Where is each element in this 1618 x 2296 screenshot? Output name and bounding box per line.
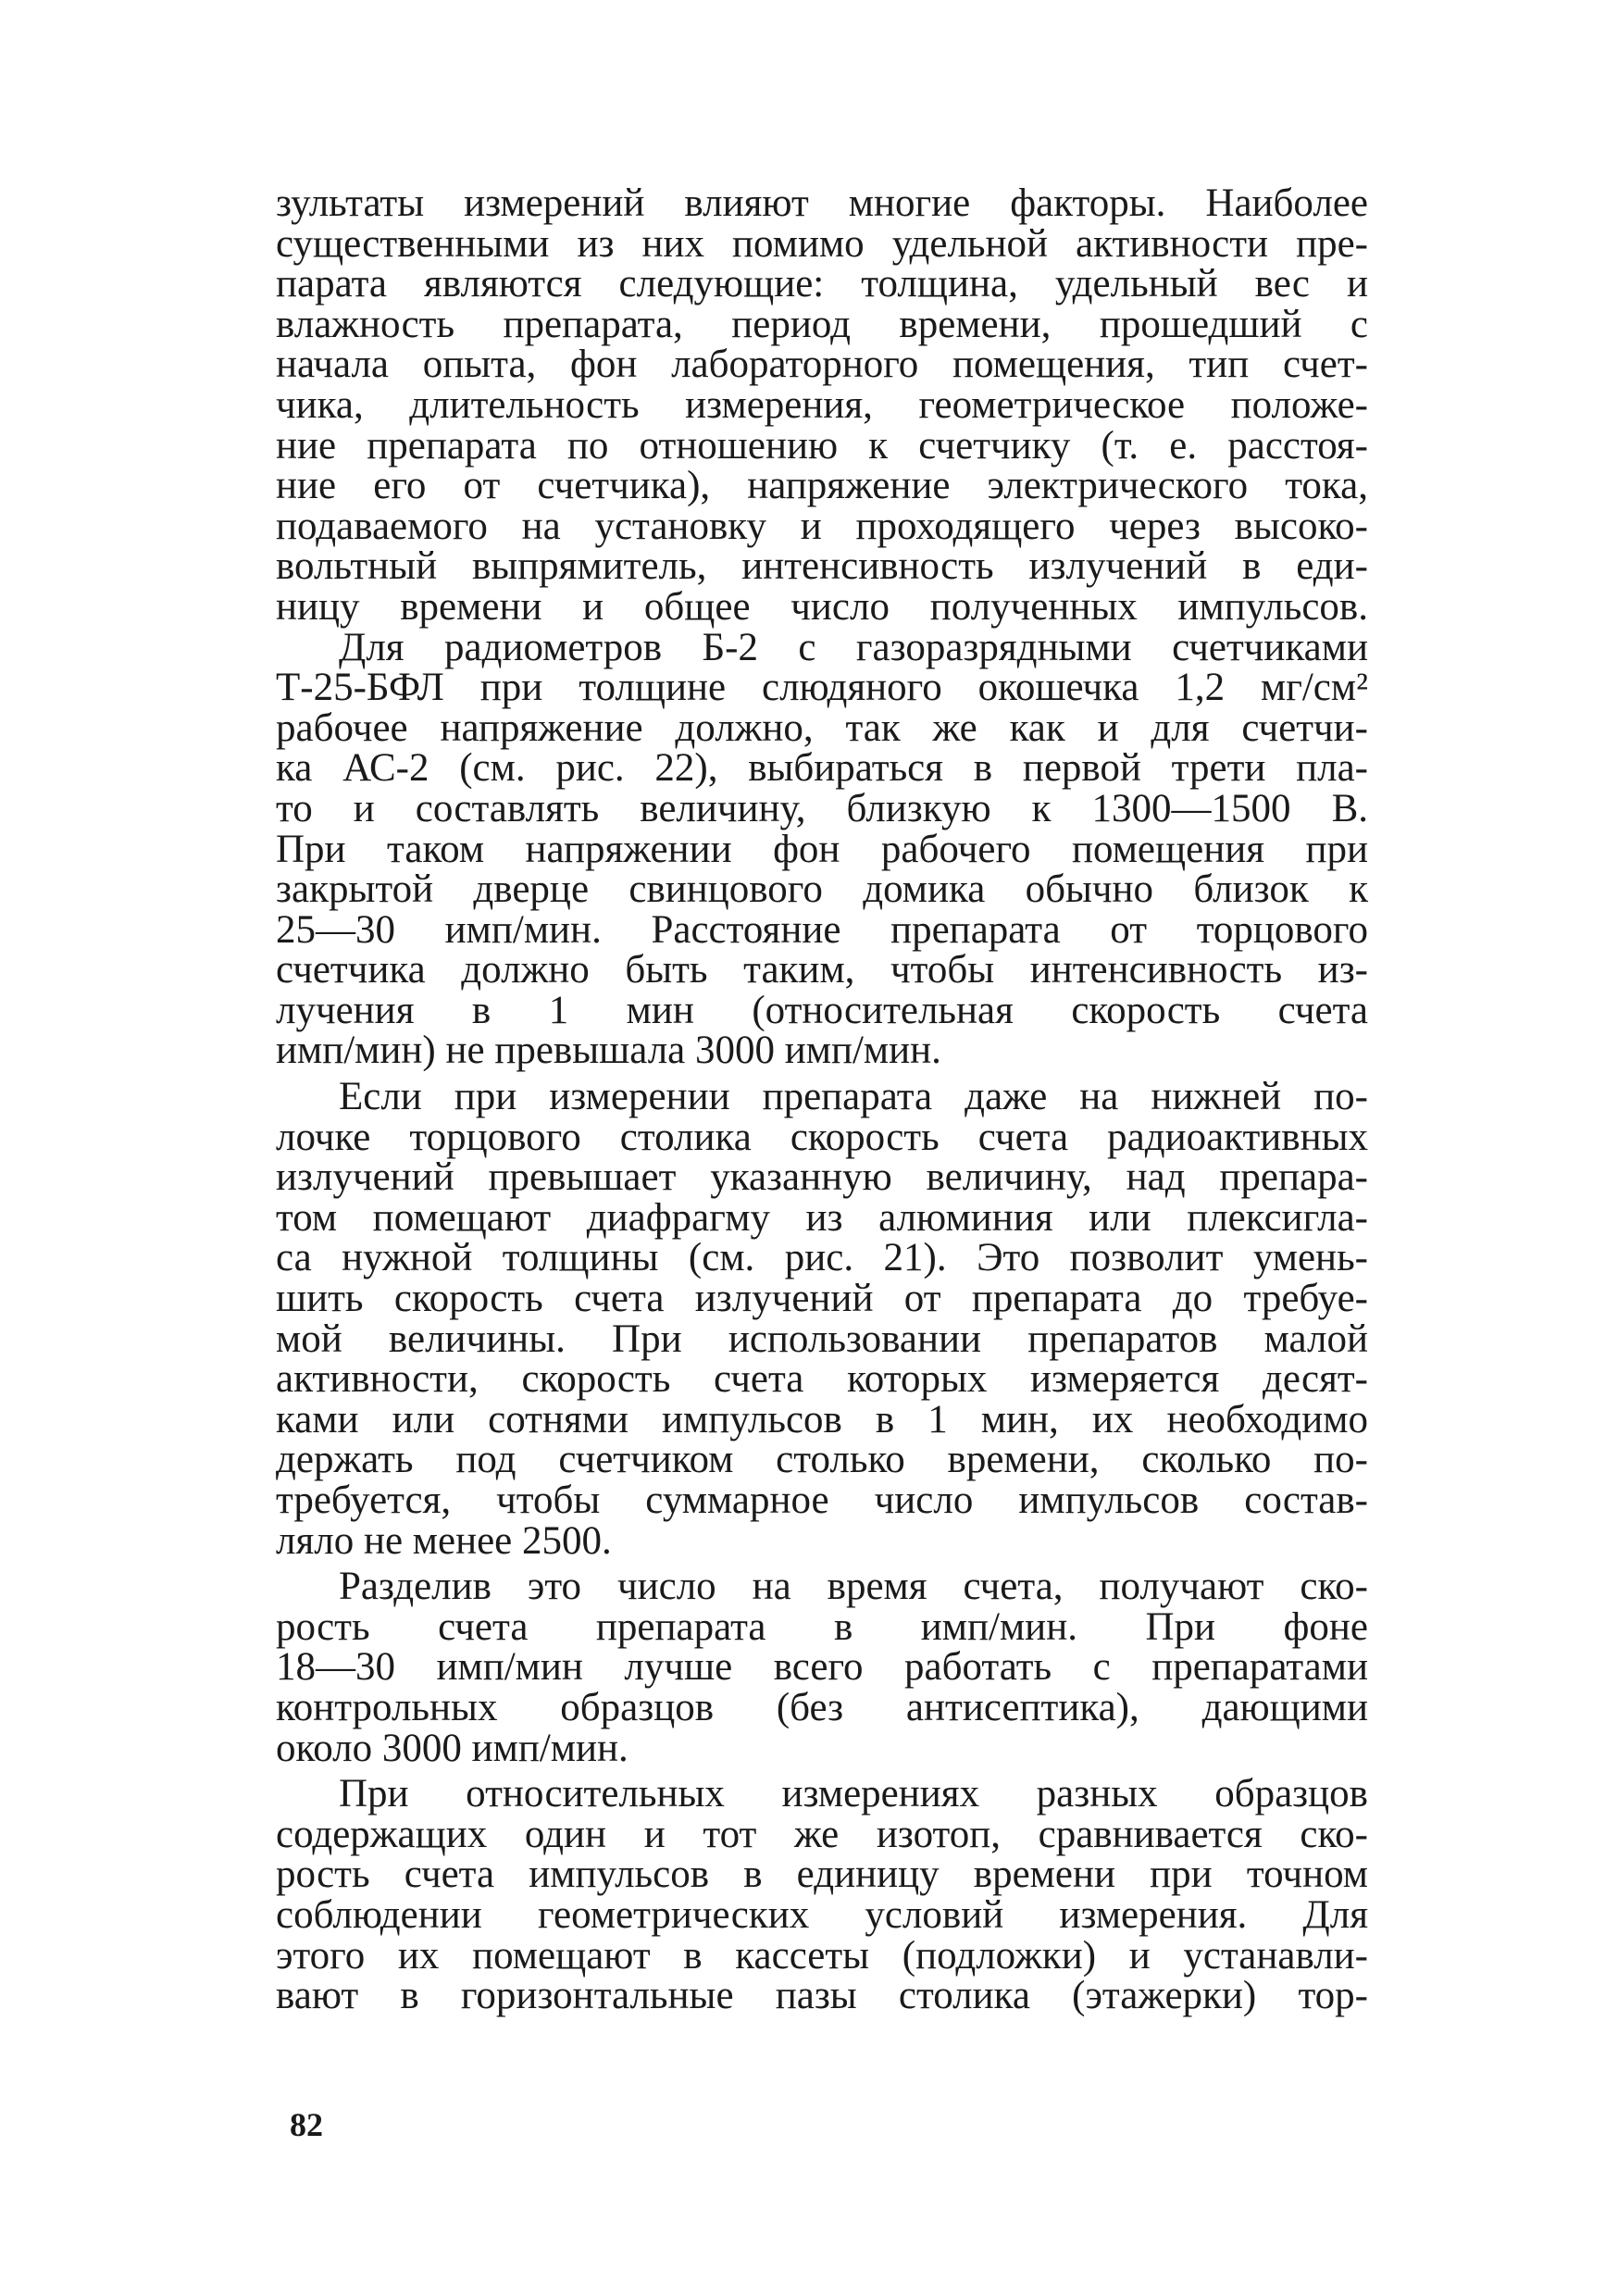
text-line: вольтный выпрямитель, интенсивность излучений в еди-	[276, 544, 1368, 589]
text-line: ляло не менее 2500.	[276, 1518, 612, 1563]
text-line: парата являются следующие: толщина, удельный вес и	[276, 262, 1368, 306]
text-line: содержащих один и тот же изотоп, сравнивается ско-	[276, 1812, 1368, 1856]
paragraph-3	[276, 1077, 1368, 1561]
text-line: 18—30 имп/мин лучше всего работать с препаратами	[276, 1645, 1368, 1690]
text-line: ние препарата по отношению к счетчику (т. е. расстоя-	[276, 423, 1368, 468]
body-text	[276, 183, 1368, 2016]
text-line: зультаты измерений влияют многие факторы. Наиболее	[276, 181, 1368, 225]
text-line: начала опыта, фон лабораторного помещения, тип счет-	[276, 343, 1368, 387]
text-line: ками или сотнями импульсов в 1 мин, их необходимо	[276, 1397, 1368, 1441]
text-line: 25—30 имп/мин. Расстояние препарата от торцового	[276, 907, 1368, 952]
text-line: имп/мин) не превышала 3000 имп/мин.	[276, 1029, 941, 1073]
text-line: соблюдении геометрических условий измерения. Для	[276, 1892, 1368, 1937]
text-line: счетчика должно быть таким, чтобы интенсивность из-	[276, 948, 1368, 992]
text-line: При относительных измерениях разных образцов	[339, 1772, 1368, 1816]
text-line: шить скорость счета излучений от препарата до требуе-	[276, 1277, 1368, 1321]
text-line: рость счета препарата в имп/мин. При фоне	[276, 1604, 1368, 1649]
paragraph-4	[276, 1566, 1368, 1768]
text-line: Если при измерении препарата даже на нижней по-	[339, 1075, 1368, 1119]
text-line: держать под счетчиком столько времени, сколько по-	[276, 1438, 1368, 1482]
text-line: около 3000 имп/мин.	[276, 1726, 629, 1770]
text-line: Для радиометров Б-2 с газоразрядными счетчиками	[339, 625, 1368, 669]
text-line: лочке торцового столика скорость счета радиоактивных	[276, 1115, 1368, 1159]
text-line: чика, длительность измерения, геометрическое положе-	[276, 382, 1368, 427]
text-line: существенными из них помимо удельной активности пре-	[276, 221, 1368, 266]
text-line: ка АС-2 (см. рис. 22), выбираться в первой трети пла-	[276, 746, 1368, 791]
text-line: контрольных образцов (без антисептика), дающими	[276, 1685, 1368, 1729]
text-line: закрытой дверце свинцового домика обычно близок к	[276, 867, 1368, 912]
text-line: са нужной толщины (см. рис. 21). Это позволит умень-	[276, 1236, 1368, 1280]
text-line: подаваемого на установку и проходящего через высоко-	[276, 504, 1368, 548]
text-line: ние его от счетчика), напряжение электрического тока,	[276, 464, 1368, 508]
paragraph-1	[276, 183, 1368, 628]
text-line: рость счета импульсов в единицу времени при точном	[276, 1853, 1368, 1897]
text-line: влажность препарата, период времени, прошедший с	[276, 302, 1368, 346]
page-number: 82	[290, 2106, 323, 2143]
text-line: том помещают диафрагму из алюминия или плексигла-	[276, 1195, 1368, 1240]
text-line: этого их помещают в кассеты (подложки) и устанавли-	[276, 1933, 1368, 1978]
text-line: При таком напряжении фон рабочего помещения при	[276, 827, 1368, 871]
paragraph-5	[276, 1774, 1368, 2016]
text-line: то и составлять величину, близкую к 1300—1500 В.	[276, 786, 1368, 830]
text-line: рабочее напряжение должно, так же как и для счетчи-	[276, 705, 1368, 750]
text-line: лучения в 1 мин (относительная скорость счета	[276, 988, 1368, 1032]
text-line: ницу времени и общее число полученных импульсов.	[276, 584, 1368, 629]
text-line: мой величины. При использовании препаратов малой	[276, 1316, 1368, 1361]
text-line: активности, скорость счета которых измеряется десят-	[276, 1357, 1368, 1402]
text-line: излучений превышает указанную величину, над препара-	[276, 1155, 1368, 1200]
text-line: Т-25-БФЛ при толщине слюдяного окошечка 1,2 мг/см²	[276, 666, 1368, 710]
text-line: требуется, чтобы суммарное число импульсов состав-	[276, 1479, 1368, 1522]
paragraph-2	[276, 625, 1368, 1073]
text-line: Разделив это число на время счета, получают ско-	[339, 1565, 1368, 1609]
text-line: вают в горизонтальные пазы столика (этажерки) тор-	[276, 1974, 1368, 2018]
